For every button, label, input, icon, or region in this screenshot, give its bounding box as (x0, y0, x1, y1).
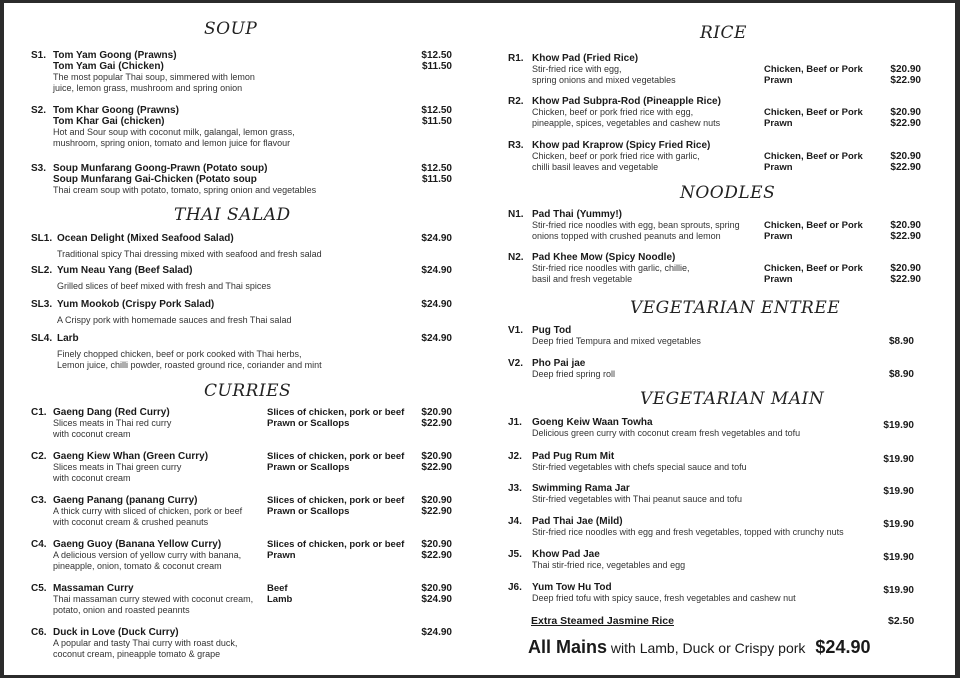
item-name-line: Gaeng Dang (Red Curry) (53, 407, 170, 418)
item-option-line: Beef (267, 583, 288, 594)
item-name (53, 50, 177, 72)
item-description-line: Finely chopped chicken, beef or pork cooked with Thai herbs, (57, 349, 302, 359)
item-code: S3. (31, 163, 47, 174)
item-price-line: $19.90 (883, 420, 914, 431)
item-code: C5. (31, 583, 47, 594)
item-price (421, 539, 452, 561)
item-name (53, 407, 170, 418)
item-price (890, 220, 921, 242)
item-price-line: $22.90 (421, 506, 452, 517)
item-price (421, 583, 452, 605)
item-name (53, 539, 221, 550)
item-name (57, 333, 79, 344)
item-price (883, 552, 914, 563)
item-description (532, 263, 690, 284)
item-price-line: $20.90 (421, 583, 452, 594)
item-option-line: Slices of chicken, pork or beef (267, 451, 405, 462)
item-description-line: Stir-fried vegetables with Thai peanut sauce and tofu (532, 494, 742, 504)
section-heading-rice: RICE (700, 23, 747, 43)
item-price-line: $22.90 (890, 231, 921, 242)
item-price-line: $11.50 (421, 116, 452, 127)
item-price (883, 486, 914, 497)
item-description (532, 593, 796, 604)
item-description-line: Chicken, beef or pork fried rice with garlic, (532, 151, 700, 161)
item-option-line: Slices of chicken, pork or beef (267, 539, 405, 550)
item-name-line: Yum Neau Yang (Beef Salad) (57, 265, 193, 276)
item-description-line: chilli basil leaves and vegetable (532, 161, 659, 172)
item-price-line: $24.90 (421, 265, 452, 276)
item-name (53, 495, 197, 506)
item-option-line: Prawn (764, 118, 793, 129)
item-price-line: $12.50 (421, 163, 452, 174)
section-heading-veg_entree: VEGETARIAN ENTREE (630, 298, 841, 318)
item-code: C2. (31, 451, 47, 462)
item-name-line: Tom Yam Goong (Prawns) (53, 50, 177, 61)
item-description (532, 107, 720, 128)
item-price-line: $11.50 (421, 174, 452, 185)
item-description-line: with coconut cream & crushed peanuts (53, 516, 209, 527)
item-name (532, 96, 721, 107)
item-description-line: Lemon juice, chilli powder, roasted ground rice, coriander and mint (57, 359, 322, 370)
item-description (53, 638, 237, 659)
item-code: R3. (508, 140, 524, 151)
item-option-line: Lamb (267, 594, 293, 605)
item-name (532, 483, 630, 494)
item-price (421, 50, 452, 72)
item-price-line: $8.90 (888, 369, 914, 380)
item-price (421, 299, 452, 310)
item-code: S1. (31, 50, 47, 61)
item-description (532, 494, 742, 505)
item-code: C6. (31, 627, 47, 638)
item-option-line: Chicken, Beef or Pork (764, 64, 863, 75)
item-option-line: Prawn (764, 231, 793, 242)
item-name-line: Khow Pad Jae (532, 549, 600, 560)
item-price-line: $20.90 (421, 495, 452, 506)
item-option-line: Prawn or Scallops (267, 506, 350, 517)
item-description (57, 349, 322, 370)
item-code: V1. (508, 325, 524, 336)
item-price (421, 163, 452, 185)
item-options (764, 64, 863, 86)
item-code: SL4. (31, 333, 53, 344)
item-price (890, 151, 921, 173)
item-price-line: $24.90 (421, 594, 452, 605)
item-name-line: Pad Pug Rum Mit (532, 451, 615, 462)
item-name-line: Yum Tow Hu Tod (532, 582, 612, 593)
item-description-line: Stir-fried rice noodles with egg and fresh vegetables, topped with crunchy nuts (532, 527, 844, 537)
item-price-line: $19.90 (883, 454, 914, 465)
item-name (532, 417, 653, 428)
item-name (532, 325, 571, 336)
item-price (421, 333, 452, 344)
item-options (764, 263, 863, 285)
item-description-line: A thick curry with sliced of chicken, pork or beef (53, 506, 243, 516)
item-description-line: A Crispy pork with homemade sauces and fresh Thai salad (57, 315, 292, 325)
item-name (57, 233, 234, 244)
item-name-line: Pho Pai jae (532, 358, 586, 369)
item-price (889, 369, 914, 380)
item-price (890, 107, 921, 129)
all-mains-footer (528, 637, 870, 658)
item-name-line: Tom Khar Gai (chicken) (53, 116, 165, 127)
item-options (267, 407, 404, 429)
item-price (421, 105, 452, 127)
item-price-line: $20.90 (421, 451, 452, 462)
item-description-line: pineapple, spices, vegetables and cashew nuts (532, 117, 721, 128)
item-price-line: $20.90 (890, 151, 921, 162)
item-name (532, 451, 614, 462)
item-name-line: Ocean Delight (Mixed Seafood Salad) (57, 233, 234, 244)
item-description-line: Deep fried tofu with spicy sauce, fresh vegetables and cashew nut (532, 593, 796, 603)
section-heading-veg_main: VEGETARIAN MAIN (640, 389, 825, 409)
item-price (421, 495, 452, 517)
item-name (53, 583, 134, 594)
item-options (764, 151, 863, 173)
item-name-line: Tom Khar Goong (Prawns) (53, 105, 179, 116)
item-code: J6. (508, 582, 522, 593)
item-name-line: Khow Pad Subpra-Rod (Pineapple Rice) (532, 96, 721, 107)
item-price-line: $19.90 (883, 552, 914, 563)
item-option-line: Chicken, Beef or Pork (764, 220, 863, 231)
item-code: S2. (31, 105, 47, 116)
item-name (532, 252, 675, 263)
item-code: N1. (508, 209, 524, 220)
item-price (889, 336, 914, 347)
item-description (53, 550, 241, 571)
extra-rice-label: Extra Steamed Jasmine Rice (531, 615, 674, 627)
item-code: J4. (508, 516, 522, 527)
item-name (532, 516, 623, 527)
item-description (532, 336, 701, 347)
item-description-line: Delicious green curry with coconut cream fresh vegetables and tofu (532, 428, 801, 438)
item-name (532, 209, 622, 220)
item-price-line: $11.50 (421, 61, 452, 72)
item-description (53, 594, 253, 615)
item-description (532, 220, 740, 241)
item-price-line: $8.90 (888, 336, 914, 347)
item-description-line: Slices meats in Thai red curry (53, 418, 172, 428)
item-description-line: Grilled slices of beef mixed with fresh and Thai spices (57, 281, 271, 291)
item-description-line: Chicken, beef or pork fried rice with egg, (532, 107, 694, 117)
item-price-line: $22.90 (890, 118, 921, 129)
item-name-line: Goeng Keiw Waan Towha (532, 417, 653, 428)
extra-rice-price: $2.50 (888, 615, 915, 627)
item-name (53, 163, 267, 185)
item-price (890, 263, 921, 285)
item-description-line: A delicious version of yellow curry with banana, (53, 550, 242, 560)
item-name (57, 299, 214, 310)
item-name-line: Pug Tod (532, 325, 572, 336)
item-description (532, 151, 700, 172)
item-price (883, 454, 914, 465)
item-code: C3. (31, 495, 47, 506)
item-price (883, 585, 914, 596)
item-option-line: Prawn or Scallops (267, 462, 350, 473)
item-options (267, 495, 404, 517)
item-name-line: Massaman Curry (53, 583, 134, 594)
item-name-line: Soup Munfarang Gai-Chicken (Potato soup (53, 174, 257, 185)
item-description-line: Thai stir-fried rice, vegetables and egg (532, 560, 686, 570)
item-name (532, 140, 710, 151)
item-description-line: Stir-fried rice with egg, (532, 64, 622, 74)
item-option-line: Chicken, Beef or Pork (764, 151, 863, 162)
item-option-line: Prawn (267, 550, 296, 561)
item-description (532, 462, 747, 473)
item-name (532, 358, 585, 369)
item-name (532, 582, 612, 593)
item-price-line: $24.90 (421, 299, 452, 310)
item-description-line: Thai cream soup with potato, tomato, spring onion and vegetables (53, 185, 317, 195)
section-heading-thai_salad: THAI SALAD (174, 205, 291, 225)
item-price (421, 233, 452, 244)
item-description-line: with coconut cream (53, 472, 131, 483)
item-price-line: $19.90 (883, 585, 914, 596)
item-description-line: onions topped with crushed peanuts and lemon (532, 230, 721, 241)
item-price-line: $22.90 (421, 462, 452, 473)
section-heading-noodles: NOODLES (680, 183, 776, 203)
item-price-line: $22.90 (890, 274, 921, 285)
item-name-line: Khow Pad (Fried Rice) (532, 53, 639, 64)
item-name-line: Gaeng Kiew Whan (Green Curry) (53, 451, 209, 462)
item-name-line: Gaeng Guoy (Banana Yellow Curry) (53, 539, 222, 550)
item-name-line: Duck in Love (Duck Curry) (53, 627, 179, 638)
item-price-line: $12.50 (421, 105, 452, 116)
item-price-line: $20.90 (890, 263, 921, 274)
item-price-line: $19.90 (883, 519, 914, 530)
item-description-line: Slices meats in Thai green curry (53, 462, 182, 472)
item-price-line: $20.90 (421, 539, 452, 550)
item-code: R1. (508, 53, 524, 64)
item-price-line: $22.90 (890, 162, 921, 173)
item-price-line: $22.90 (421, 550, 452, 561)
item-code: J3. (508, 483, 522, 494)
item-name-line: Pad Khee Mow (Spicy Noodle) (532, 252, 676, 263)
item-price-line: $19.90 (883, 486, 914, 497)
item-code: J1. (508, 417, 522, 428)
item-description (532, 428, 800, 439)
item-options (764, 220, 863, 242)
footer-price: $24.90 (815, 637, 871, 657)
item-description (57, 249, 322, 260)
item-description (532, 527, 844, 538)
item-name (53, 105, 179, 127)
item-description (53, 127, 295, 148)
item-description (53, 506, 242, 527)
item-option-line: Slices of chicken, pork or beef (267, 495, 405, 506)
item-description (53, 185, 316, 196)
item-code: R2. (508, 96, 524, 107)
item-option-line: Prawn (764, 274, 793, 285)
item-price-line: $24.90 (421, 627, 452, 638)
item-price (421, 265, 452, 276)
item-name-line: Larb (57, 333, 79, 344)
item-name-line: Gaeng Panang (panang Curry) (53, 495, 198, 506)
item-option-line: Chicken, Beef or Pork (764, 107, 863, 118)
item-code: C4. (31, 539, 47, 550)
item-description-line: basil and fresh vegetable (532, 273, 633, 284)
item-price-line: $24.90 (421, 333, 452, 344)
item-price-line: $24.90 (421, 233, 452, 244)
item-description-line: Hot and Sour soup with coconut milk, galangal, lemon grass, (53, 127, 295, 137)
item-price-line: $20.90 (421, 407, 452, 418)
item-name-line: Soup Munfarang Goong-Prawn (Potato soup) (53, 163, 268, 174)
item-name-line: Yum Mookob (Crispy Pork Salad) (57, 299, 215, 310)
item-description-line: potato, onion and roasted peannts (53, 604, 190, 615)
item-option-line: Chicken, Beef or Pork (764, 263, 863, 274)
item-description-line: A popular and tasty Thai curry with roast duck, (53, 638, 238, 648)
item-description (57, 281, 271, 292)
item-code: SL2. (31, 265, 53, 276)
item-description-line: juice, lemon grass, mushroom and spring onion (53, 82, 243, 93)
item-description-line: Thai massaman curry stewed with coconut cream, (53, 594, 254, 604)
item-options (267, 451, 404, 473)
item-price-line: $12.50 (421, 50, 452, 61)
item-price (421, 627, 452, 638)
item-price (890, 64, 921, 86)
item-price-line: $20.90 (890, 107, 921, 118)
item-price-line: $22.90 (890, 75, 921, 86)
item-description-line: spring onions and mixed vegetables (532, 74, 676, 85)
item-code: SL3. (31, 299, 53, 310)
section-heading-curries: CURRIES (204, 381, 292, 401)
item-code: N2. (508, 252, 524, 263)
item-code: C1. (31, 407, 47, 418)
item-code: V2. (508, 358, 524, 369)
menu-sheet (4, 3, 955, 675)
item-description (57, 315, 291, 326)
item-option-line: Prawn or Scallops (267, 418, 350, 429)
item-price-line: $22.90 (421, 418, 452, 429)
item-description-line: pineapple, onion, tomato & coconut cream (53, 560, 222, 571)
item-price-line: $20.90 (890, 220, 921, 231)
item-description (53, 418, 171, 439)
item-description (53, 462, 181, 483)
item-description-line: mushroom, spring onion, tomato and lemon juice for flavour (53, 137, 291, 148)
footer-options: with Lamb, Duck or Crispy pork (607, 640, 806, 656)
item-option-line: Prawn (764, 162, 793, 173)
item-price (421, 451, 452, 473)
item-option-line: Slices of chicken, pork or beef (267, 407, 405, 418)
item-option-line: Prawn (764, 75, 793, 86)
item-description-line: Stir-fried vegetables with chefs special sauce and tofu (532, 462, 747, 472)
item-name (53, 451, 208, 462)
item-description-line: Stir-fried rice noodles with egg, bean sprouts, spring (532, 220, 740, 230)
item-description-line: with coconut cream (53, 428, 131, 439)
item-name (532, 549, 600, 560)
item-price (883, 519, 914, 530)
item-description (532, 560, 685, 571)
item-name (53, 627, 179, 638)
item-description (53, 72, 255, 93)
item-options (764, 107, 863, 129)
item-name-line: Pad Thai (Yummy!) (532, 209, 623, 220)
item-price (421, 407, 452, 429)
item-description-line: Deep fried Tempura and mixed vegetables (532, 336, 701, 346)
item-description (532, 369, 615, 380)
section-heading-soup: SOUP (204, 19, 258, 39)
item-description-line: Stir-fried rice noodles with garlic, chillie, (532, 263, 690, 273)
item-price (883, 420, 914, 431)
item-code: SL1. (31, 233, 53, 244)
item-name-line: Swimming Rama Jar (532, 483, 630, 494)
item-description-line: The most popular Thai soup, simmered with lemon (53, 72, 255, 82)
item-price-line: $20.90 (890, 64, 921, 75)
item-description (532, 64, 676, 85)
item-name-line: Pad Thai Jae (Mild) (532, 516, 623, 527)
item-description-line: coconut cream, pineapple tomato & grape (53, 648, 221, 659)
item-options (267, 583, 292, 605)
item-description-line: Traditional spicy Thai dressing mixed with seafood and fresh salad (57, 249, 322, 259)
item-code: J5. (508, 549, 522, 560)
item-name-line: Khow pad Kraprow (Spicy Fried Rice) (532, 140, 711, 151)
item-options (267, 539, 404, 561)
item-name (57, 265, 192, 276)
item-name-line: Tom Yam Gai (Chicken) (53, 61, 164, 72)
item-code: J2. (508, 451, 522, 462)
footer-all-mains: All Mains (528, 637, 608, 657)
item-name (532, 53, 638, 64)
item-description-line: Deep fried spring roll (532, 369, 616, 379)
